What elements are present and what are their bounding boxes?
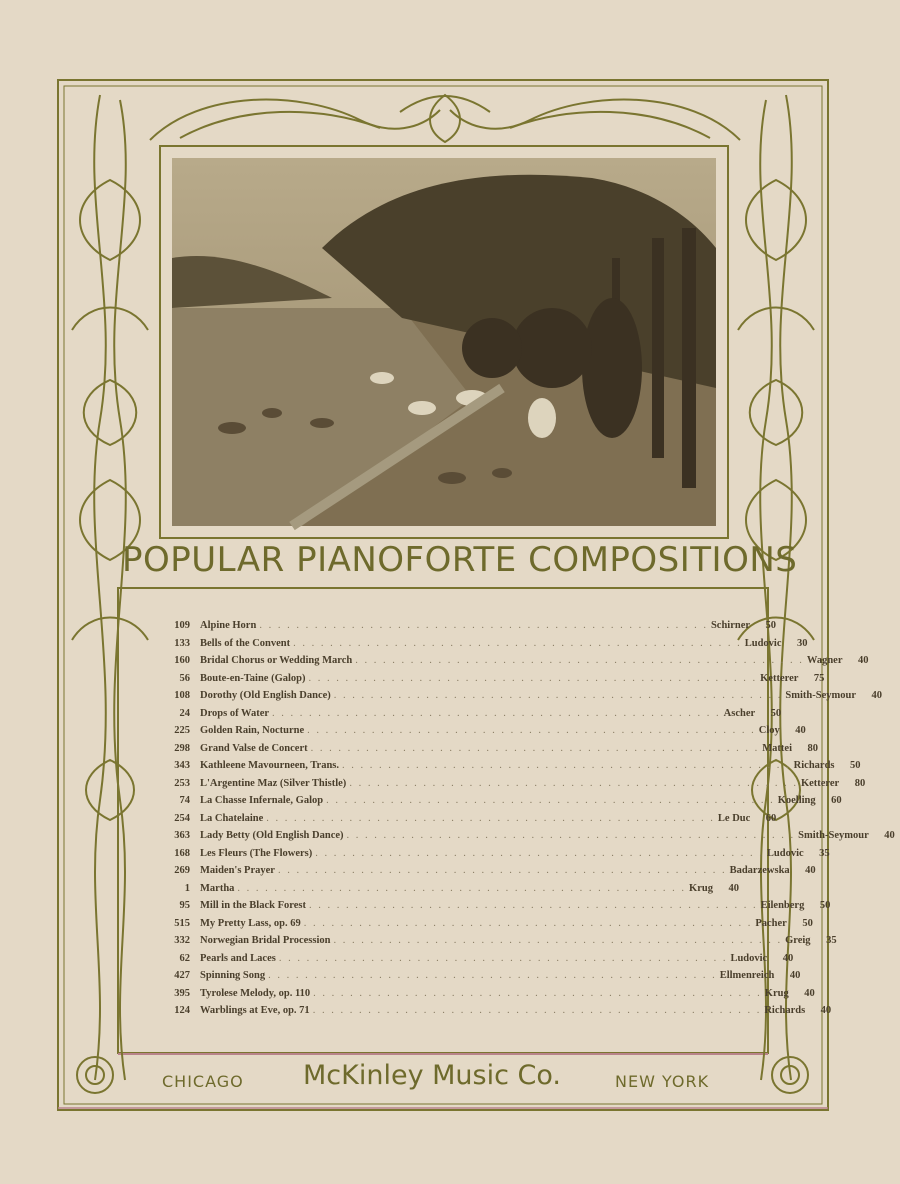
catalog-number: 56 xyxy=(179,672,190,684)
leader-dots: . . . . . . . . . . . . . . . . . . . . . . . . . . . . . . . . . . . . . . . . . . . . . . . . . xyxy=(313,987,762,999)
leader-dots: . . . . . . . . . . . . . . . . . . . . . . . . . . . . . . . . . . . . . . . . . . . . . . . . . xyxy=(278,952,728,964)
list-item xyxy=(160,917,813,936)
composition-title: Lady Betty (Old English Dance) xyxy=(200,830,344,841)
leader-dots: . . . . . . . . . . . . . . . . . . . . . . . . . . . . . . . . . . . . . . . . . . . . . . . . . xyxy=(342,760,791,771)
leader-dots: . . . . . . . . . . . . . . . . . . . . . . . . . . . . . . . . . . . . . . . . . . . . . . . . . xyxy=(315,847,764,859)
price: 50 xyxy=(802,917,813,929)
composition-title: Grand Valse de Concert xyxy=(200,742,308,754)
composition-title: Dorothy (Old English Dance) xyxy=(200,690,331,701)
catalog-number: 24 xyxy=(179,707,190,719)
list-item xyxy=(160,970,801,988)
list-item xyxy=(160,900,831,918)
catalog-number: 298 xyxy=(174,742,190,754)
catalog-number: 95 xyxy=(179,900,190,911)
price: 50 xyxy=(770,707,782,719)
composer-name: Ketterer xyxy=(800,777,840,789)
leader-dots: . . . . . . . . . . . . . . . . . . . . . . . . . . . . . . . . . . . . . . . . . . . . . . . . . xyxy=(312,1005,762,1016)
price: 40 xyxy=(728,882,739,894)
composer-name: Ketterer xyxy=(760,672,799,684)
composition-title: Martha xyxy=(200,882,235,894)
composer-name: Krug xyxy=(689,882,713,894)
leader-dots: . . . . . . . . . . . . . . . . . . . . . . . . . . . . . . . . . . . . . . . . . . . . . . . . . xyxy=(272,707,721,719)
catalog-number: 168 xyxy=(174,847,190,859)
catalog-number: 343 xyxy=(174,760,190,771)
leader-dots: . . . . . . . . . . . . . . . . . . . . . . . . . . . . . . . . . . . . . . . . . . . . . . . . . xyxy=(303,917,753,929)
price: 40 xyxy=(820,1005,832,1016)
catalog-number: 1 xyxy=(184,882,190,894)
composer-name: Ludovic xyxy=(766,847,804,859)
composer-name: Koelling xyxy=(777,795,816,806)
list-item xyxy=(160,707,782,726)
list-item xyxy=(160,637,808,656)
price: 60 xyxy=(831,795,842,806)
list-item xyxy=(160,725,806,743)
composer-name: Le Duc xyxy=(717,812,751,824)
price: 80 xyxy=(807,742,818,754)
price: 75 xyxy=(813,672,825,684)
catalog-number: 74 xyxy=(179,795,190,806)
composer-name: Ascher xyxy=(723,707,756,719)
leader-dots: . . . . . . . . . . . . . . . . . . . . . . . . . . . . . . . . . . . . . . . . . . . . . . . . . xyxy=(277,865,727,876)
composer-name: Ellmenreich xyxy=(719,970,775,981)
list-item xyxy=(160,952,794,971)
composer-name: Cloy xyxy=(758,725,780,736)
leader-dots: . . . . . . . . . . . . . . . . . . . . . . . . . . . . . . . . . . . . . . . . . . . . . . . . . xyxy=(333,935,783,946)
price: 40 xyxy=(871,690,882,701)
composition-title: L'Argentine Maz (Silver Thistle) xyxy=(200,777,347,789)
composer-name: Ludovic xyxy=(744,637,782,649)
composition-title: Bridal Chorus or Wedding March xyxy=(200,655,353,666)
price: 40 xyxy=(795,725,806,736)
catalog-number: 515 xyxy=(174,917,190,929)
price: 60 xyxy=(765,812,777,824)
catalog-number: 332 xyxy=(174,935,190,946)
composition-title: Spinning Song xyxy=(200,970,266,981)
leader-dots: . . . . . . . . . . . . . . . . . . . . . . . . . . . . . . . . . . . . . . . . . . . . . . . . . xyxy=(307,725,756,736)
publisher-name: McKinley Music Co. xyxy=(303,1060,562,1091)
leader-dots: . . . . . . . . . . . . . . . . . . . . . . . . . . . . . . . . . . . . . . . . . . . . . . . . . xyxy=(346,830,796,841)
composition-title: Tyrolese Melody, op. 110 xyxy=(200,987,311,999)
list-item xyxy=(160,655,869,673)
price: 35 xyxy=(819,847,830,859)
composer-name: Smith-Seymour xyxy=(785,690,856,701)
city-left: CHICAGO xyxy=(162,1072,244,1091)
composer-name: Schirner xyxy=(710,620,751,631)
leader-dots: . . . . . . . . . . . . . . . . . . . . . . . . . . . . . . . . . . . . . . . . . . . . . . . . . xyxy=(293,637,742,649)
composition-title: Kathleene Mavourneen, Trans. xyxy=(200,760,340,771)
catalog-number: 108 xyxy=(174,690,190,701)
composer-name: Wagner xyxy=(806,655,843,666)
composition-list xyxy=(160,620,895,1023)
price: 40 xyxy=(858,655,869,666)
page-title: POPULAR PIANOFORTE COMPOSITIONS xyxy=(122,540,798,580)
city-right: NEW YORK xyxy=(615,1072,710,1091)
composer-name: Richards xyxy=(764,1005,806,1016)
composer-name: Smith-Seymour xyxy=(798,830,869,841)
leader-dots: . . . . . . . . . . . . . . . . . . . . . . . . . . . . . . . . . . . . . . . . . . . . . . . . . xyxy=(237,882,687,894)
list-item xyxy=(160,742,818,761)
leader-dots: . . . . . . . . . . . . . . . . . . . . . . . . . . . . . . . . . . . . . . . . . . . . . . . . . xyxy=(308,672,758,684)
composition-title: Bells of the Convent xyxy=(200,637,291,649)
catalog-number: 269 xyxy=(174,865,190,876)
list-item xyxy=(160,847,830,866)
list-item xyxy=(160,795,842,813)
leader-dots: . . . . . . . . . . . . . . . . . . . . . . . . . . . . . . . . . . . . . . . . . . . . . . . . . xyxy=(355,655,804,666)
composition-title: My Pretty Lass, op. 69 xyxy=(200,917,301,929)
list-item xyxy=(160,760,861,778)
price: 50 xyxy=(819,900,831,911)
composer-name: Pacher xyxy=(755,917,787,929)
composition-title: Maiden's Prayer xyxy=(200,865,275,876)
price: 40 xyxy=(884,830,895,841)
list-item xyxy=(160,672,825,691)
list-item xyxy=(160,777,866,796)
composer-name: Greig xyxy=(785,935,811,946)
catalog-number: 254 xyxy=(174,812,190,824)
composer-name: Mattei xyxy=(762,742,792,754)
composer-name: Eilenberg xyxy=(760,900,805,911)
price: 35 xyxy=(826,935,837,946)
composition-title: Golden Rain, Nocturne xyxy=(200,725,305,736)
leader-dots: . . . . . . . . . . . . . . . . . . . . . . . . . . . . . . . . . . . . . . . . . . . . . . . . . xyxy=(326,795,775,806)
price: 50 xyxy=(850,760,861,771)
list-item xyxy=(160,830,895,848)
publisher-footer xyxy=(120,1060,760,1100)
leader-dots: . . . . . . . . . . . . . . . . . . . . . . . . . . . . . . . . . . . . . . . . . . . . . . . . . xyxy=(259,620,708,631)
composer-name: Badarzewska xyxy=(729,865,790,876)
price: 40 xyxy=(782,952,794,964)
catalog-number: 62 xyxy=(179,952,190,964)
price: 40 xyxy=(804,987,815,999)
composition-title: Boute-en-Taine (Galop) xyxy=(200,672,306,684)
price: 30 xyxy=(797,637,808,649)
composer-name: Richards xyxy=(793,760,835,771)
park-scene-photo xyxy=(172,158,716,526)
composer-name: Ludovic xyxy=(730,952,768,964)
leader-dots: . . . . . . . . . . . . . . . . . . . . . . . . . . . . . . . . . . . . . . . . . . . . . . . . . xyxy=(268,970,717,981)
composition-title: Pearls and Laces xyxy=(200,952,276,964)
price: 40 xyxy=(789,970,801,981)
composition-title: La Chasse Infernale, Galop xyxy=(200,795,324,806)
composition-title: Alpine Horn xyxy=(200,620,257,631)
catalog-number: 225 xyxy=(174,725,190,736)
composition-title: Norwegian Bridal Procession xyxy=(200,935,331,946)
price: 50 xyxy=(765,620,777,631)
composition-title: La Chatelaine xyxy=(200,812,264,824)
leader-dots: . . . . . . . . . . . . . . . . . . . . . . . . . . . . . . . . . . . . . . . . . . . . . . . . . xyxy=(310,742,760,754)
composition-title: Les Fleurs (The Flowers) xyxy=(200,847,313,859)
list-item xyxy=(160,690,882,708)
composition-title: Mill in the Black Forest xyxy=(200,900,306,911)
leader-dots: . . . . . . . . . . . . . . . . . . . . . . . . . . . . . . . . . . . . . . . . . . . . . . . . . xyxy=(266,812,715,824)
list-item xyxy=(160,882,739,901)
catalog-number: 133 xyxy=(174,637,190,649)
leader-dots: . . . . . . . . . . . . . . . . . . . . . . . . . . . . . . . . . . . . . . . . . . . . . . . . . xyxy=(308,900,758,911)
price: 40 xyxy=(805,865,816,876)
catalog-number: 160 xyxy=(174,655,190,666)
list-item xyxy=(160,620,777,638)
catalog-number: 124 xyxy=(174,1005,190,1016)
catalog-number: 363 xyxy=(174,830,190,841)
price: 80 xyxy=(854,777,866,789)
catalog-number: 253 xyxy=(174,777,190,789)
catalog-number: 395 xyxy=(174,987,190,999)
list-item xyxy=(160,865,816,883)
list-item xyxy=(160,935,837,953)
list-item xyxy=(160,812,777,831)
composer-name: Krug xyxy=(764,987,789,999)
catalog-number: 427 xyxy=(174,970,190,981)
list-item xyxy=(160,987,815,1006)
list-item xyxy=(160,1005,832,1023)
composition-title: Drops of Water xyxy=(200,707,270,719)
catalog-number: 109 xyxy=(174,620,190,631)
leader-dots: . . . . . . . . . . . . . . . . . . . . . . . . . . . . . . . . . . . . . . . . . . . . . . . . . xyxy=(349,777,798,789)
leader-dots: . . . . . . . . . . . . . . . . . . . . . . . . . . . . . . . . . . . . . . . . . . . . . . . . . xyxy=(333,690,783,701)
composition-title: Warblings at Eve, op. 71 xyxy=(200,1005,310,1016)
